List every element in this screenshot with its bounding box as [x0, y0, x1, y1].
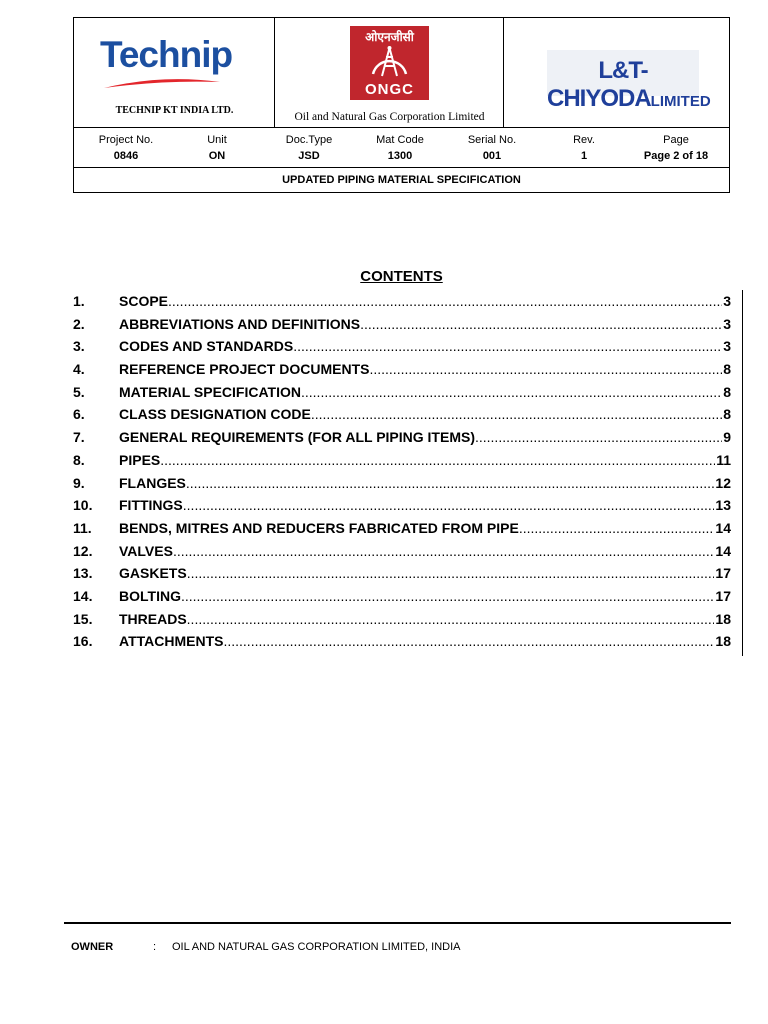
toc-leader — [187, 608, 715, 631]
toc-leader — [186, 472, 715, 495]
toc-number: 5. — [73, 383, 85, 400]
toc-entry[interactable] — [73, 630, 731, 653]
lt-chiyoda-logo — [547, 50, 711, 112]
toc-number: 15. — [73, 610, 93, 627]
toc-leader — [168, 290, 722, 313]
serial-no-field — [450, 128, 534, 167]
info-value: 1 — [580, 150, 588, 162]
toc-number: 2. — [73, 315, 85, 332]
toc-title: THREADS — [119, 610, 187, 627]
toc-leader — [160, 449, 715, 472]
toc-leader — [223, 630, 714, 653]
toc-entry[interactable] — [73, 562, 731, 585]
toc-number: 8. — [73, 451, 85, 468]
toc-entry[interactable] — [73, 358, 731, 381]
info-label: Project No. — [98, 134, 154, 146]
lt-chiyoda-logo-suffix: LIMITED — [650, 93, 711, 110]
toc-entry[interactable] — [73, 290, 731, 313]
toc-page: 3 — [723, 315, 731, 332]
ongc-logo-text: ONGC — [365, 81, 414, 98]
technip-swoosh-icon — [102, 76, 222, 90]
toc-entry[interactable] — [73, 403, 731, 426]
mat-code-field — [359, 128, 441, 167]
toc-entry[interactable] — [73, 608, 731, 631]
toc-entry[interactable] — [73, 585, 731, 608]
toc-number: 7. — [73, 429, 85, 446]
toc-leader — [181, 585, 714, 608]
ongc-logo-hindi: ओएनजीसी — [365, 30, 414, 44]
toc-entry[interactable] — [73, 517, 731, 540]
info-value: 0846 — [113, 150, 139, 162]
owner-colon: : — [153, 941, 157, 953]
toc-title: MATERIAL SPECIFICATION — [119, 383, 301, 400]
project-no-field — [74, 128, 178, 167]
technip-company-name: TECHNIP KT INDIA LTD. — [115, 105, 234, 116]
toc-leader — [173, 540, 714, 563]
toc-page: 9 — [723, 429, 731, 446]
toc-page: 12 — [715, 474, 731, 491]
toc-page: 8 — [723, 361, 731, 378]
toc-leader — [475, 426, 722, 449]
info-label: Unit — [207, 134, 227, 146]
toc-title: GASKETS — [119, 565, 187, 582]
revision-change-bar — [742, 290, 743, 656]
contents-heading: CONTENTS — [360, 268, 443, 285]
toc-leader — [183, 494, 715, 517]
toc-title: GENERAL REQUIREMENTS (FOR ALL PIPING ITEMS) — [119, 429, 475, 446]
lt-chiyoda-logo-main: L&T-CHIYODA — [547, 57, 651, 112]
toc-page: 8 — [723, 406, 731, 423]
toc-page: 13 — [715, 497, 731, 514]
document-info-row — [74, 128, 729, 168]
info-value: JSD — [298, 150, 320, 162]
rev-field — [544, 128, 624, 167]
info-label: Page — [663, 134, 689, 146]
info-label: Rev. — [573, 134, 595, 146]
toc-number: 1. — [73, 293, 85, 309]
toc-page: 18 — [715, 633, 731, 650]
toc-page: 18 — [715, 610, 731, 627]
unit-field — [178, 128, 256, 167]
toc-number: 10. — [73, 497, 93, 514]
toc-page: 17 — [715, 587, 731, 604]
toc-leader — [519, 517, 715, 540]
toc-page: 17 — [715, 565, 731, 582]
toc-entry[interactable] — [73, 494, 731, 517]
technip-logo: Technip — [100, 34, 233, 75]
toc-number: 3. — [73, 338, 85, 355]
table-of-contents — [73, 290, 731, 653]
toc-page: 11 — [716, 451, 731, 468]
toc-leader — [360, 313, 722, 336]
toc-title: FITTINGS — [119, 497, 183, 514]
toc-entry[interactable] — [73, 335, 731, 358]
toc-title: CLASS DESIGNATION CODE — [119, 406, 311, 423]
toc-page: 14 — [715, 519, 731, 536]
page-field — [624, 128, 728, 167]
toc-entry[interactable] — [73, 426, 731, 449]
toc-number: 4. — [73, 361, 85, 378]
toc-title: BOLTING — [119, 587, 181, 604]
toc-title: ABBREVIATIONS AND DEFINITIONS — [119, 315, 361, 332]
toc-entry[interactable] — [73, 449, 731, 472]
ongc-company-name: Oil and Natural Gas Corporation Limited — [294, 111, 485, 123]
toc-page: 14 — [715, 542, 731, 559]
toc-title: SCOPE — [119, 293, 169, 309]
info-value: 001 — [482, 150, 502, 162]
toc-title: CODES AND STANDARDS — [119, 338, 294, 355]
toc-number: 13. — [73, 565, 93, 582]
document-header — [73, 17, 730, 193]
toc-entry[interactable] — [73, 540, 731, 563]
toc-entry[interactable] — [73, 313, 731, 336]
info-value: Page 2 of 18 — [643, 150, 709, 162]
toc-leader — [293, 335, 722, 358]
toc-leader — [301, 381, 722, 404]
toc-page: 3 — [723, 338, 731, 355]
doc-type-field — [266, 128, 352, 167]
toc-number: 9. — [73, 474, 85, 491]
toc-number: 6. — [73, 406, 85, 423]
toc-page: 3 — [723, 293, 731, 309]
toc-title: FLANGES — [119, 474, 186, 491]
toc-number: 12. — [73, 542, 93, 559]
toc-title: VALVES — [119, 542, 173, 559]
toc-leader — [311, 403, 722, 426]
lt-chiyoda-cell — [504, 18, 730, 127]
info-label: Serial No. — [467, 134, 517, 146]
ongc-logo — [350, 26, 429, 100]
toc-page: 8 — [723, 383, 731, 400]
document-title: UPDATED PIPING MATERIAL SPECIFICATION — [282, 174, 521, 186]
footer-divider — [64, 922, 731, 924]
toc-number: 16. — [73, 633, 93, 650]
info-value: 1300 — [387, 150, 413, 162]
toc-title: ATTACHMENTS — [119, 633, 224, 650]
technip-cell — [74, 18, 275, 127]
owner-label: OWNER — [71, 941, 114, 953]
toc-leader — [187, 562, 715, 585]
owner-value: OIL AND NATURAL GAS CORPORATION LIMITED, INDIA — [172, 941, 461, 953]
toc-title: BENDS, MITRES AND REDUCERS FABRICATED FROM PIPE — [119, 519, 519, 536]
ongc-cell — [275, 18, 504, 127]
toc-entry[interactable] — [73, 381, 731, 404]
toc-title: PIPES — [119, 451, 161, 468]
toc-title: REFERENCE PROJECT DOCUMENTS — [119, 361, 370, 378]
toc-entry[interactable] — [73, 472, 731, 495]
toc-number: 11. — [73, 519, 92, 536]
toc-leader — [369, 358, 722, 381]
info-value: ON — [208, 150, 226, 162]
toc-number: 14. — [73, 587, 93, 604]
info-label: Doc.Type — [285, 134, 333, 146]
info-label: Mat Code — [376, 134, 424, 146]
logo-row — [74, 18, 729, 128]
oil-rig-emblem-icon — [369, 44, 410, 80]
